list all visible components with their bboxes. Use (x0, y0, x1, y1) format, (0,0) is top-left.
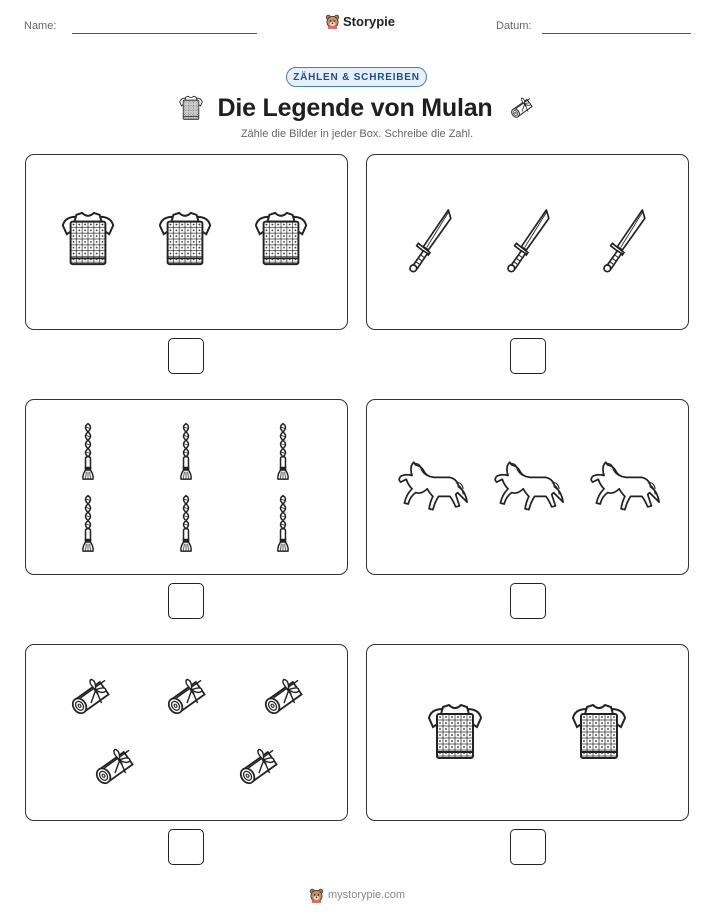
counting-box-4 (366, 399, 689, 575)
date-label: Datum: (496, 20, 532, 32)
answer-box-6[interactable] (510, 829, 546, 865)
scroll-icon (232, 745, 286, 789)
armor-icon (252, 209, 310, 269)
instructions: Zähle die Bilder in jeder Box. Schreibe die Zahl. (240, 128, 474, 140)
braid-icon (274, 494, 292, 552)
armor-icon (569, 701, 629, 763)
page-title: Die Legende von Mulan (217, 93, 493, 122)
armor-icon (178, 95, 204, 121)
counting-box-2 (366, 154, 689, 330)
counting-box-3 (25, 399, 348, 575)
sword-icon (405, 205, 455, 275)
armor-icon (59, 209, 117, 269)
answer-box-1[interactable] (168, 338, 204, 374)
sword-icon (503, 205, 553, 275)
scroll-icon (257, 675, 311, 719)
scroll-icon (160, 675, 214, 719)
brand-name: Storypie (343, 14, 396, 29)
braid-icon (79, 494, 97, 552)
braid-icon (79, 422, 97, 480)
name-label: Name: (24, 20, 57, 32)
armor-icon (425, 701, 485, 763)
name-line[interactable] (72, 33, 257, 34)
braid-icon (177, 422, 195, 480)
counting-box-1 (25, 154, 348, 330)
answer-box-2[interactable] (510, 338, 546, 374)
footer (0, 884, 714, 906)
answer-box-4[interactable] (510, 583, 546, 619)
horse-icon (585, 454, 661, 516)
title-row (0, 92, 714, 124)
braid-icon (177, 494, 195, 552)
answer-box-5[interactable] (168, 829, 204, 865)
horse-icon (393, 454, 469, 516)
sword-icon (599, 205, 649, 275)
scroll-icon (64, 675, 118, 719)
armor-icon (156, 209, 214, 269)
storypie-bear-icon (325, 14, 340, 29)
braid-icon (274, 422, 292, 480)
date-line[interactable] (542, 33, 691, 34)
brand (325, 14, 395, 29)
category-badge: ZÄHLEN & SCHREIBEN (286, 67, 427, 87)
scroll-icon (507, 95, 537, 121)
scroll-icon (88, 745, 142, 789)
counting-box-6 (366, 644, 689, 821)
storypie-bear-icon (309, 888, 324, 903)
counting-box-5 (25, 644, 348, 821)
footer-url[interactable]: mystorypie.com (327, 889, 406, 901)
answer-box-3[interactable] (168, 583, 204, 619)
horse-icon (489, 454, 565, 516)
